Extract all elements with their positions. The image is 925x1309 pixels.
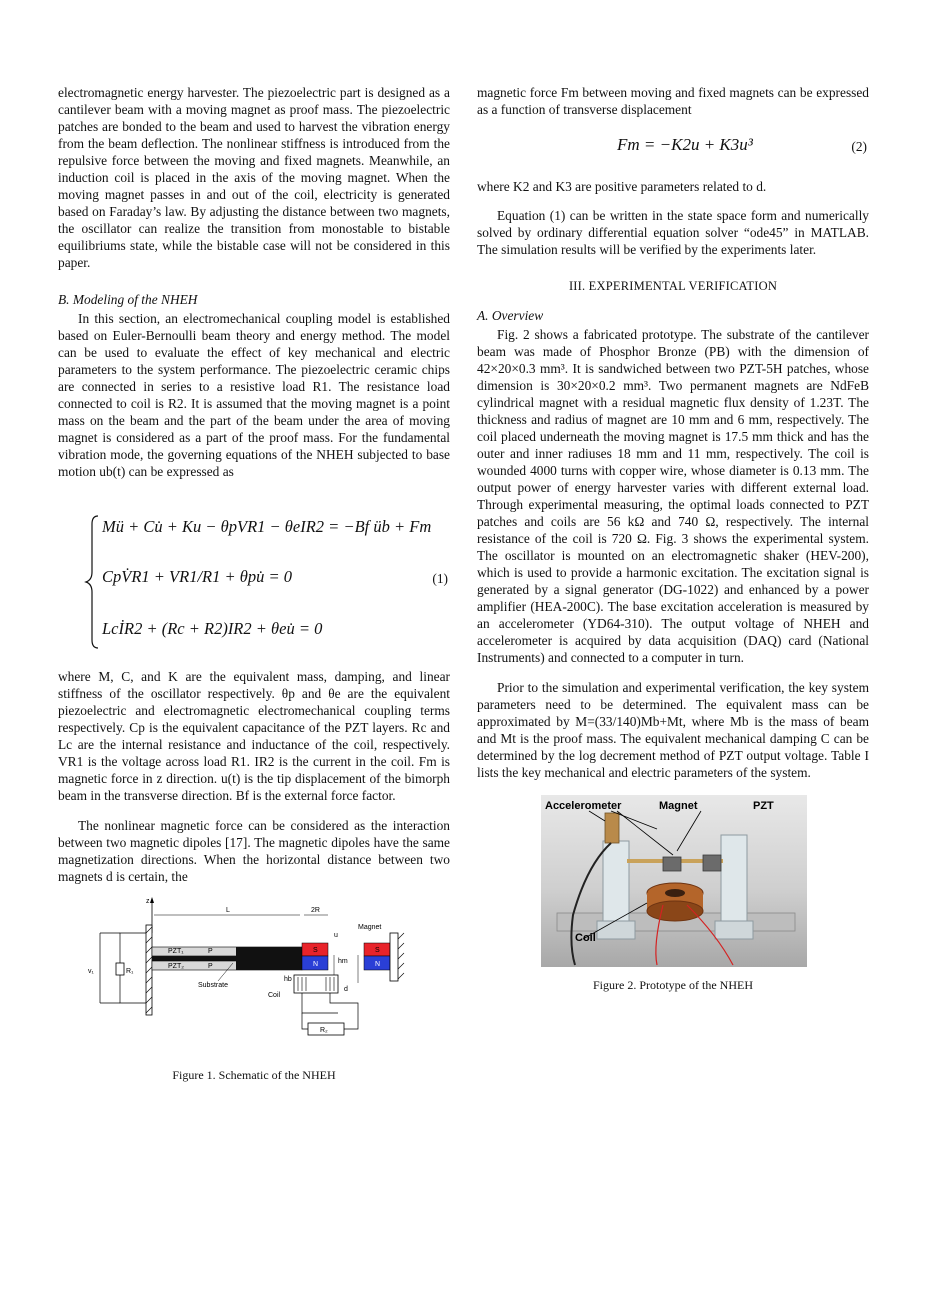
fig2-pzt-label: PZT (753, 800, 774, 812)
fig1-n2-label: N (375, 961, 381, 968)
section-b-heading: B. Modeling of the NHEH (58, 292, 198, 307)
paragraph-overview: Fig. 2 shows a fabricated prototype. The substrate of the cantilever beam was made of Phosphor Bronze (PB) with the dimension of 42×20×0.3 mm³. It is sandwiched between two PZT-5H patches, whose dimension is 30×20×0.2 mm³. Two permanent magnets are NdFeB cylindrical magnet with a residual magnetic flux density of 1.23T. The thickness and radius of magnet are 10 mm and 6 mm, respectively. The coil placed underneath the moving magnet is 17.5 mm thick and has the outer and inner radiuses 18 mm and 11 mm, respectively. The coil is wounded 4000 turns with copper wire, whose diameter is 0.13 mm. The output power of energy harvester varies with different external load. Through experimental measuring, the optimal loads connected to PZT patches and coils are 56 kΩ and 740 Ω, respectively. The internal resistance of the coil is 720 Ω. Fig. 3 shows the experimental system. The oscillator is mounted on an electromagnetic shaker (HEV-200), which is used to provide a harmonic excitation. The excitation signal is generated by a signal generator (DG-1022) and enhanced by a power amplifier (HEA-200C). The base excitation acceleration is measured by an accelerometer (YD64-310). The output voltage of NHEH and accelerometer is acquired by data acquisition (DAQ) card (National Instruments) and connected to a computer in turn. (477, 327, 869, 665)
equation-1-line-1: Mü + Cu̇ + Ku − θpVR1 − θeIR2 = −Bf üb + Fm (102, 517, 432, 536)
fig1-n1-label: N (313, 961, 319, 968)
left-column (58, 84, 450, 1084)
section-iii-heading: III. EXPERIMENTAL VERIFICATION (568, 279, 778, 293)
fig1-2R-label: 2R (311, 907, 320, 914)
fig1-p1-label: P (208, 948, 213, 955)
fig1-s1-label: S (313, 947, 318, 954)
figure-1-schematic (58, 893, 450, 1053)
figure-1-caption: Figure 1. Schematic of the NHEH (172, 1068, 336, 1082)
paragraph-intro: electromagnetic energy harvester. The piezoelectric part is designed as a cantilever beam with a moving magnet as proof mass. The piezoelectric patches are bonded to the beam and used to harvest the vibration energy from the beam deflection. The nonlinear stiffness is introduced from the repulsive force between the moving and fixed magnets. Meanwhile, an induction coil is placed in the axis of the moving magnet. When the moving magnet passes in and out of the coil, electricity is generated based on Faraday’s law. By adjusting the distance between two magnets, the oscillator can realize the transition from monostable to bistable equilibriums state, while the bistable case will not be considered in this paper. (58, 85, 450, 270)
fig1-z-label: z (146, 898, 150, 905)
fig1-r2-label: R₂ (320, 1027, 328, 1034)
fig1-r1-label: R₁ (126, 968, 134, 975)
fig1-v-label: v₁ (88, 968, 94, 975)
paragraph-where: where M, C, and K are the equivalent mass, damping, and linear stiffness of the oscillator respectively. θp and θe are the equivalent piezoelectric and electromagnetic electromechanical coupling terms respectively. Cp is the equivalent capacitance of the PZT layers. Rc and Lc are the internal resistance and inductance of the coil, respectively. VR1 is the voltage across load R1. IR2 is the current in the coil. Fm is magnetic force in z direction. u(t) is the tip displacement of the bimorph beam in the transverse direction. Bf is the external force factor. (58, 669, 450, 803)
fig1-hm-label: hm (338, 958, 348, 965)
fig1-substrate-label: Substrate (198, 982, 228, 989)
fig1-s2-label: S (375, 947, 380, 954)
equation-1-line-3: LcİR2 + (Rc + R2)IR2 + θeu̇ = 0 (102, 619, 323, 638)
fig2-accelerometer-label: Accelerometer (545, 800, 622, 812)
right-column (477, 84, 869, 994)
equation-1-line-2: CpV̇R1 + VR1/R1 + θpu̇ = 0 (102, 567, 292, 586)
paragraph-magnetic: The nonlinear magnetic force can be considered as the interaction between two magnetic dipoles [17]. The magnetic dipoles have the same magnetization directions. When the horizontal distance between two magnets d is certain, the (58, 818, 450, 884)
equation-1 (58, 508, 450, 656)
figure-2-caption: Figure 2. Prototype of the NHEH (593, 978, 753, 992)
paragraph-k: where K2 and K3 are positive parameters related to d. (477, 179, 767, 194)
fig2-coil-label: Coil (575, 932, 596, 944)
paragraph-model: In this section, an electromechanical coupling model is established based on Euler-Bernoulli beam theory and energy method. The model can be used to evaluate the effect of key mechanical and electric parameters to the system performance. The piezoelectric ceramic chips are connected in series to a resistive load R1. The resistance load connected to coil is R2. It is assumed that the moving magnet is a point mass on the beam and the part of the beam under the area of moving magnet is considered as a part of the proof mass. For the fundamental vibration mode, the governing equations of the NHEH subjected to base motion ub(t) can be expressed as (58, 311, 450, 479)
equation-2-number: (2) (851, 139, 867, 154)
figure-2 (477, 795, 869, 967)
fig1-hb-label: hb (284, 976, 292, 983)
paragraph-fm: magnetic force Fm between moving and fixed magnets can be expressed as a function of transverse displacement (477, 85, 869, 117)
section-a-heading: A. Overview (477, 308, 544, 323)
fig1-magnet-label: Magnet (358, 924, 382, 931)
equation-1-number: (1) (432, 571, 448, 586)
equation-2-content: Fm = −K2u + K3u³ (617, 135, 753, 154)
fig1-u-label: u (334, 932, 338, 939)
fig1-coil-label: Coil (268, 992, 281, 999)
fig1-pzt1-label: PZT₁ (168, 948, 184, 955)
fig2-magnet-label: Magnet (659, 800, 698, 812)
figure-1 (58, 893, 450, 1053)
fig1-L-label: L (226, 907, 230, 914)
paragraph-ode: Equation (1) can be written in the state space form and numerically solved by ordinary differential equation solver “ode45” in MATLAB. The simulation results will be verified by the experiments later. (477, 208, 869, 257)
fig1-p2-label: P (208, 963, 213, 970)
fig1-pzt2-label: PZT₂ (168, 963, 184, 970)
fig1-d-label: d (344, 986, 348, 993)
paragraph-prior: Prior to the simulation and experimental verification, the key system parameters need to be determined. The equivalent mass can be approximated by M=(33/140)Mb+Mt, where Mb is the mass of beam and Mt is the proof mass. The equivalent mechanical damping C can be determined by the log decrement method of PZT output voltage. Table I lists the key mechanical and electric parameters of the system. (477, 680, 869, 780)
figure-2-photo (477, 795, 869, 967)
equation-2 (477, 124, 869, 168)
